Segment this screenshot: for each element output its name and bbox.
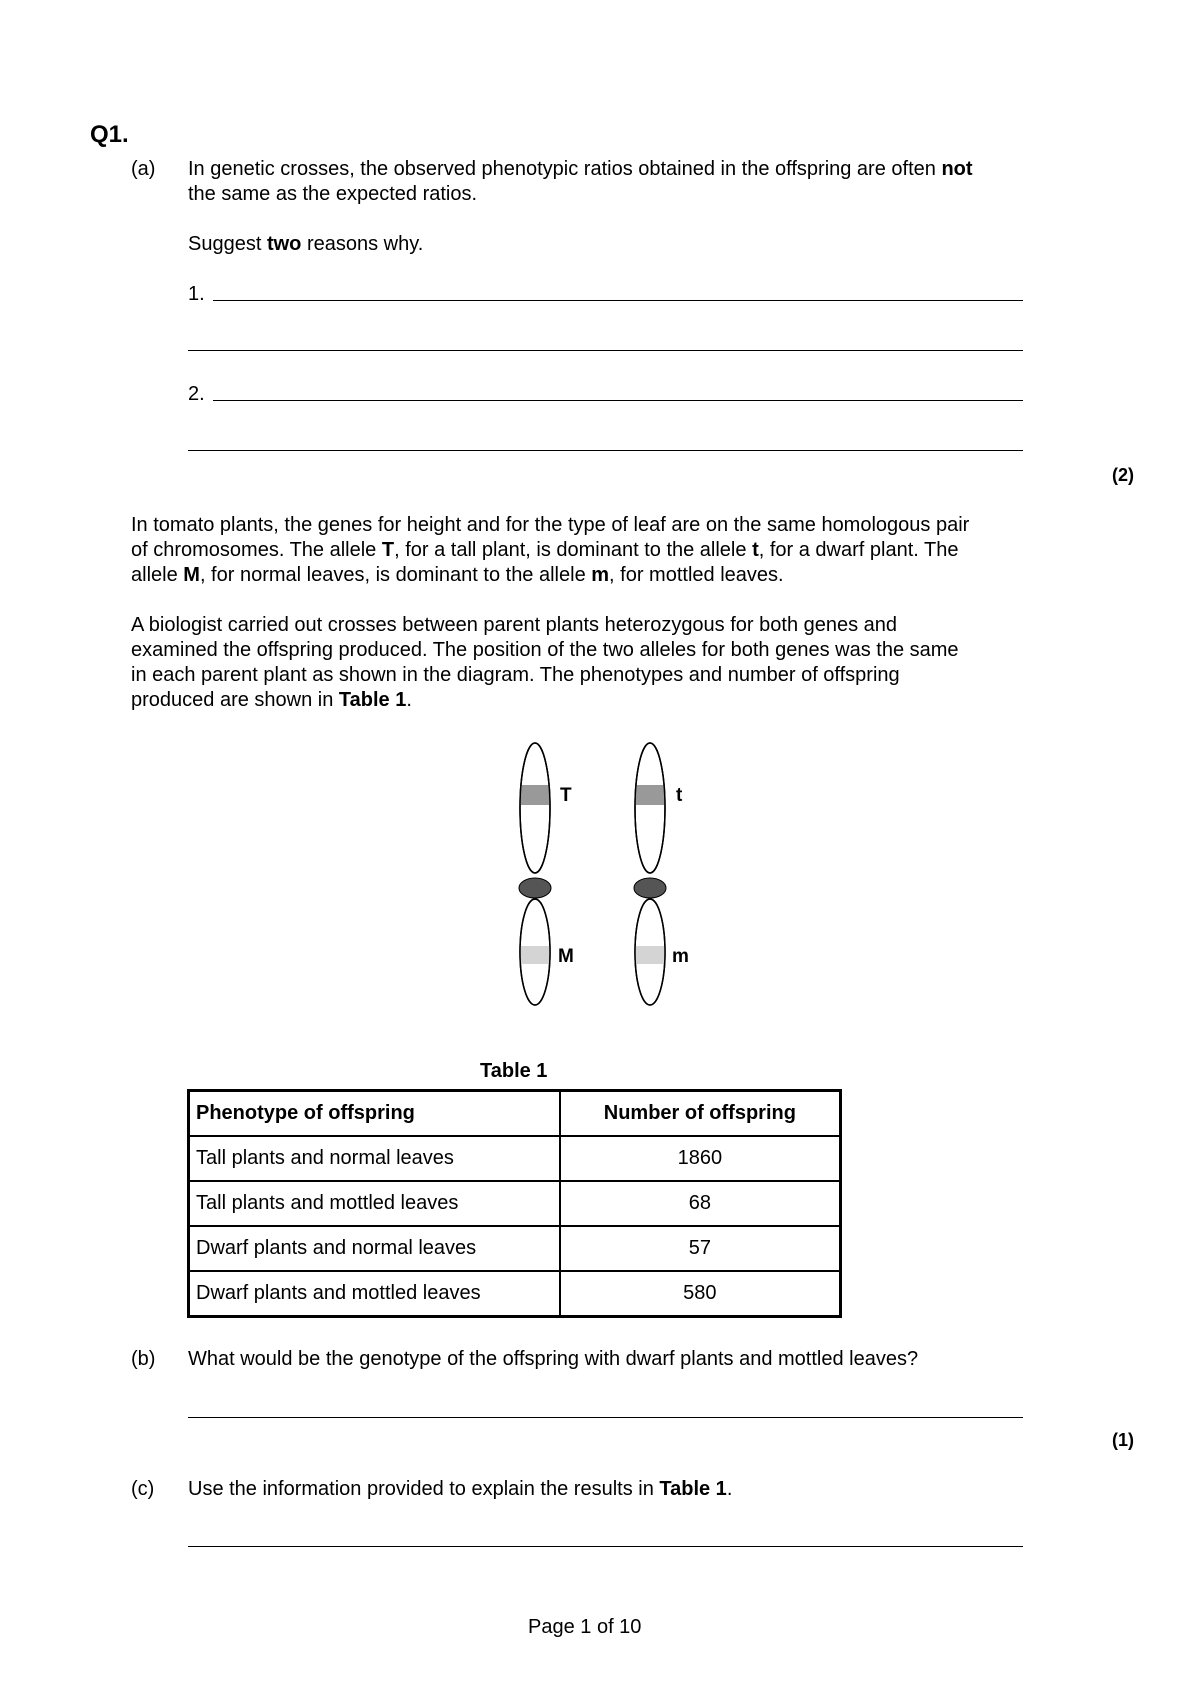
answer-2-line-2[interactable]: [188, 450, 1023, 451]
answer-1-line[interactable]: [213, 300, 1023, 301]
answer-2-line[interactable]: [213, 400, 1023, 401]
chromosome-2: [633, 743, 689, 1005]
allele-T: T: [381, 539, 395, 561]
phenotype-cell: Dwarf plants and mottled leaves: [189, 1271, 560, 1317]
intro-text: , for a dwarf plant. The: [758, 539, 959, 561]
answer-1-number: 1.: [188, 283, 205, 305]
allele-label-T: T: [560, 785, 572, 806]
intro-text: .: [406, 689, 412, 711]
part-c-answer-line[interactable]: [188, 1546, 1023, 1547]
table-row: [189, 1226, 841, 1271]
part-c-text: .: [726, 1478, 733, 1500]
intro-text: of chromosomes. The allele: [131, 539, 382, 561]
allele-label-t: t: [676, 785, 683, 806]
allele-t: t: [752, 539, 759, 561]
part-b-answer-line[interactable]: [188, 1417, 1023, 1418]
question-title: Q1.: [90, 121, 129, 148]
part-a-question-line1: [188, 156, 973, 182]
part-c-question: [188, 1476, 732, 1502]
phenotype-cell: Tall plants and mottled leaves: [189, 1181, 560, 1226]
phenotype-cell: Dwarf plants and normal leaves: [189, 1226, 560, 1271]
part-a-question-line2: the same as the expected ratios.: [188, 183, 478, 205]
chromosome-2-upper-band: [633, 785, 667, 805]
intro-text: produced are shown in: [131, 689, 339, 711]
number-cell: 580: [560, 1271, 841, 1317]
phenotype-cell: Tall plants and normal leaves: [189, 1136, 560, 1181]
part-b-marks: (1): [1112, 1430, 1134, 1450]
table-header-number: Number of offspring: [560, 1091, 841, 1137]
part-a-line1-text: In genetic crosses, the observed phenotypic ratios obtained in the offspring are often: [188, 158, 942, 180]
part-b-question: What would be the genotype of the offspring with dwarf plants and mottled leaves?: [188, 1348, 919, 1370]
intro-text: , for mottled leaves.: [609, 564, 784, 586]
answer-1-line-2[interactable]: [188, 350, 1023, 351]
number-cell: 57: [560, 1226, 841, 1271]
table-row: [189, 1181, 841, 1226]
table-caption: Table 1: [480, 1060, 548, 1082]
number-cell: 68: [560, 1181, 841, 1226]
table-header-phenotype: Phenotype of offspring: [189, 1091, 560, 1137]
intro-text: , for normal leaves, is dominant to the allele: [199, 564, 592, 586]
answer-2-number: 2.: [188, 383, 205, 405]
allele-M: M: [183, 564, 200, 586]
part-b-label: (b): [131, 1348, 156, 1370]
number-cell: 1860: [560, 1136, 841, 1181]
intro-text: allele: [131, 564, 184, 586]
table-reference: Table 1: [338, 689, 407, 711]
part-a-suggest: [188, 231, 423, 257]
intro-p1-line2: [131, 537, 958, 563]
part-a-line1-emphasis: not: [941, 158, 973, 180]
intro-text: , for a tall plant, is dominant to the allele: [394, 539, 753, 561]
part-a-marks: (2): [1112, 465, 1134, 485]
chromosome-diagram: [500, 740, 720, 1020]
suggest-text-pre: Suggest: [188, 233, 267, 255]
table-header-row: [189, 1091, 841, 1137]
page-number: Page 1 of 10: [528, 1616, 642, 1638]
table-row: [189, 1271, 841, 1317]
table-row: [189, 1136, 841, 1181]
intro-p2-line2: examined the offspring produced. The position of the two alleles for both genes was the same: [131, 639, 959, 661]
intro-p1-line1: In tomato plants, the genes for height and for the type of leaf are on the same homologous pair: [131, 514, 970, 536]
part-a-label: (a): [131, 158, 156, 180]
intro-p2-line1: A biologist carried out crosses between parent plants heterozygous for both genes and: [131, 614, 898, 636]
table-reference: Table 1: [659, 1478, 727, 1500]
allele-label-m: m: [672, 946, 689, 967]
intro-p1-line3: [131, 562, 784, 588]
allele-label-M: M: [558, 946, 574, 967]
suggest-emphasis: two: [266, 233, 302, 255]
part-c-text: Use the information provided to explain the results in: [188, 1478, 660, 1500]
chromosome-2-lower-band: [633, 946, 667, 964]
allele-m: m: [591, 564, 610, 586]
chromosome-2-centromere: [634, 878, 666, 898]
intro-p2-line3: in each parent plant as shown in the diagram. The phenotypes and number of offspring: [131, 664, 900, 686]
part-c-label: (c): [131, 1478, 155, 1500]
chromosome-1-centromere: [519, 878, 551, 898]
chromosome-1-upper-band: [518, 785, 552, 805]
offspring-table: [187, 1089, 842, 1318]
suggest-text-post: reasons why.: [301, 233, 424, 255]
intro-p2-line4: [131, 687, 412, 713]
chromosome-1: [518, 743, 574, 1005]
chromosome-1-lower-band: [518, 946, 552, 964]
